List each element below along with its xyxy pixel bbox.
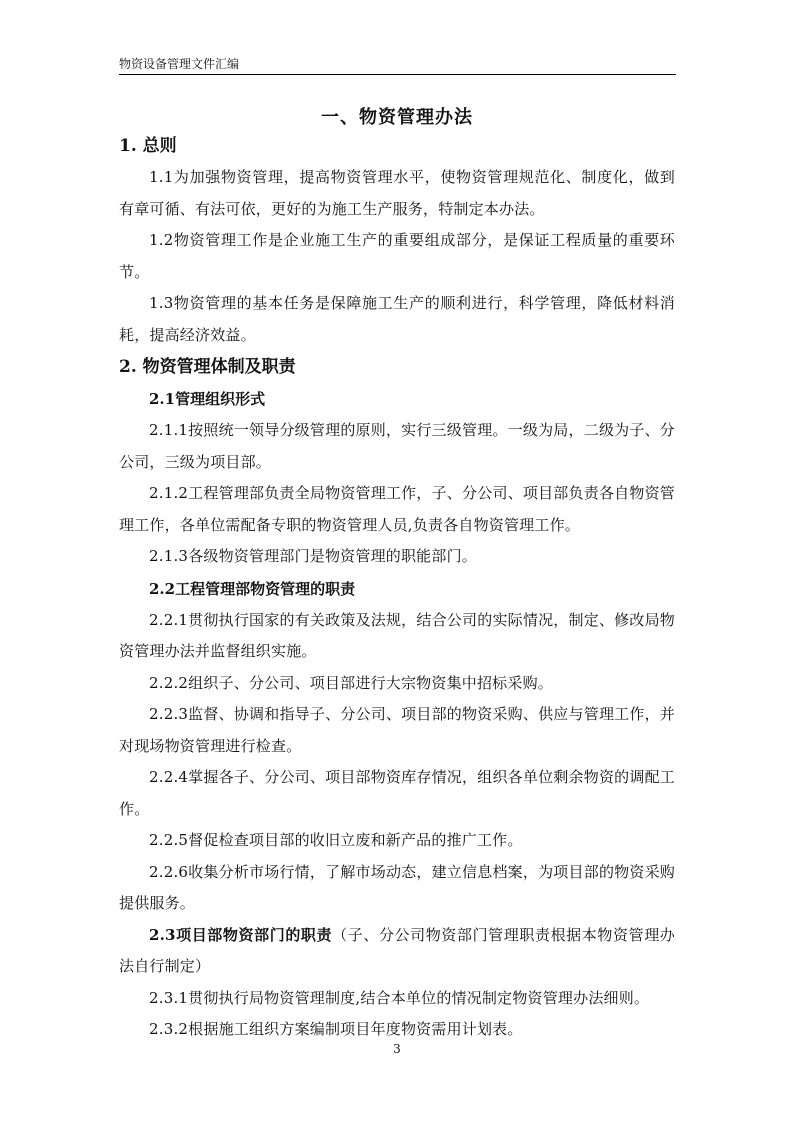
- paragraph-with-heading: [119, 920, 675, 983]
- inline-subsection-heading: 2.3项目部物资部门的职责: [149, 925, 333, 944]
- paragraph: 2.2.5督促检查项目部的收旧立废和新产品的推广工作。: [149, 831, 523, 849]
- section-heading: 1. 总则: [119, 136, 177, 156]
- paragraph: 2.1.3各级物资管理部门是物资管理的职能部门。: [149, 547, 477, 565]
- running-header: 物资设备管理文件汇编: [119, 56, 676, 75]
- document-body: [119, 130, 675, 1046]
- paragraph: 2.2.2组织子、分公司、项目部进行大宗物资集中招标采购。: [149, 673, 553, 692]
- subsection-heading: 2.2工程管理部物资管理的职责: [149, 579, 356, 598]
- paragraph: 1.2物资管理工作是企业施工生产的重要组成部分，是保证工程质量的重要环节。: [119, 231, 675, 281]
- paragraph: 2.1.2工程管理部负责全局物资管理工作，子、分公司、项目部负责各自物资管理工作，各单位需配备专职的物资管理人员,负责各自物资管理工作。: [119, 484, 675, 534]
- paragraph: 2.1.1按照统一领导分级管理的原则，实行三级管理。一级为局，二级为子、分公司，三级为项目部。: [119, 421, 675, 471]
- paragraph: 1.3物资管理的基本任务是保障施工生产的顺利进行，科学管理，降低材料消耗，提高经济效益。: [119, 294, 675, 344]
- paragraph: 1.1为加强物资管理，提高物资管理水平，使物资管理规范化、制度化，做到有章可循、有法可依，更好的为施工生产服务，特制定本办法。: [119, 168, 675, 218]
- section-heading: 2. 物资管理体制及职责: [119, 357, 296, 377]
- paragraph: 2.3.2根据施工组织方案编制项目年度物资需用计划表。: [149, 1020, 523, 1038]
- subsection-heading: 2.1管理组织形式: [149, 390, 266, 408]
- paragraph: 2.2.4掌握各子、分公司、项目部物资库存情况，组织各单位剩余物资的调配工作。: [119, 768, 675, 818]
- paragraph: 2.2.3监督、协调和指导子、分公司、项目部的物资采购、供应与管理工作，并对现场物资管理进行检查。: [119, 705, 675, 755]
- paragraph: 2.2.1贯彻执行国家的有关政策及法规，结合公司的实际情况，制定、修改局物资管理办法并监督组织实施。: [119, 610, 675, 660]
- paragraph: 2.2.6收集分析市场行情，了解市场动态，建立信息档案，为项目部的物资采购提供服务。: [119, 862, 675, 912]
- inline-note: （子、分公司物资部门管理职责根据本物资管理办法自行制定）: [119, 925, 676, 975]
- paragraph: 2.3.1贯彻执行局物资管理制度,结合本单位的情况制定物资管理办法细则。: [149, 988, 650, 1007]
- document-title: 一、物资管理办法: [321, 107, 473, 128]
- page-number: 3: [393, 1042, 401, 1056]
